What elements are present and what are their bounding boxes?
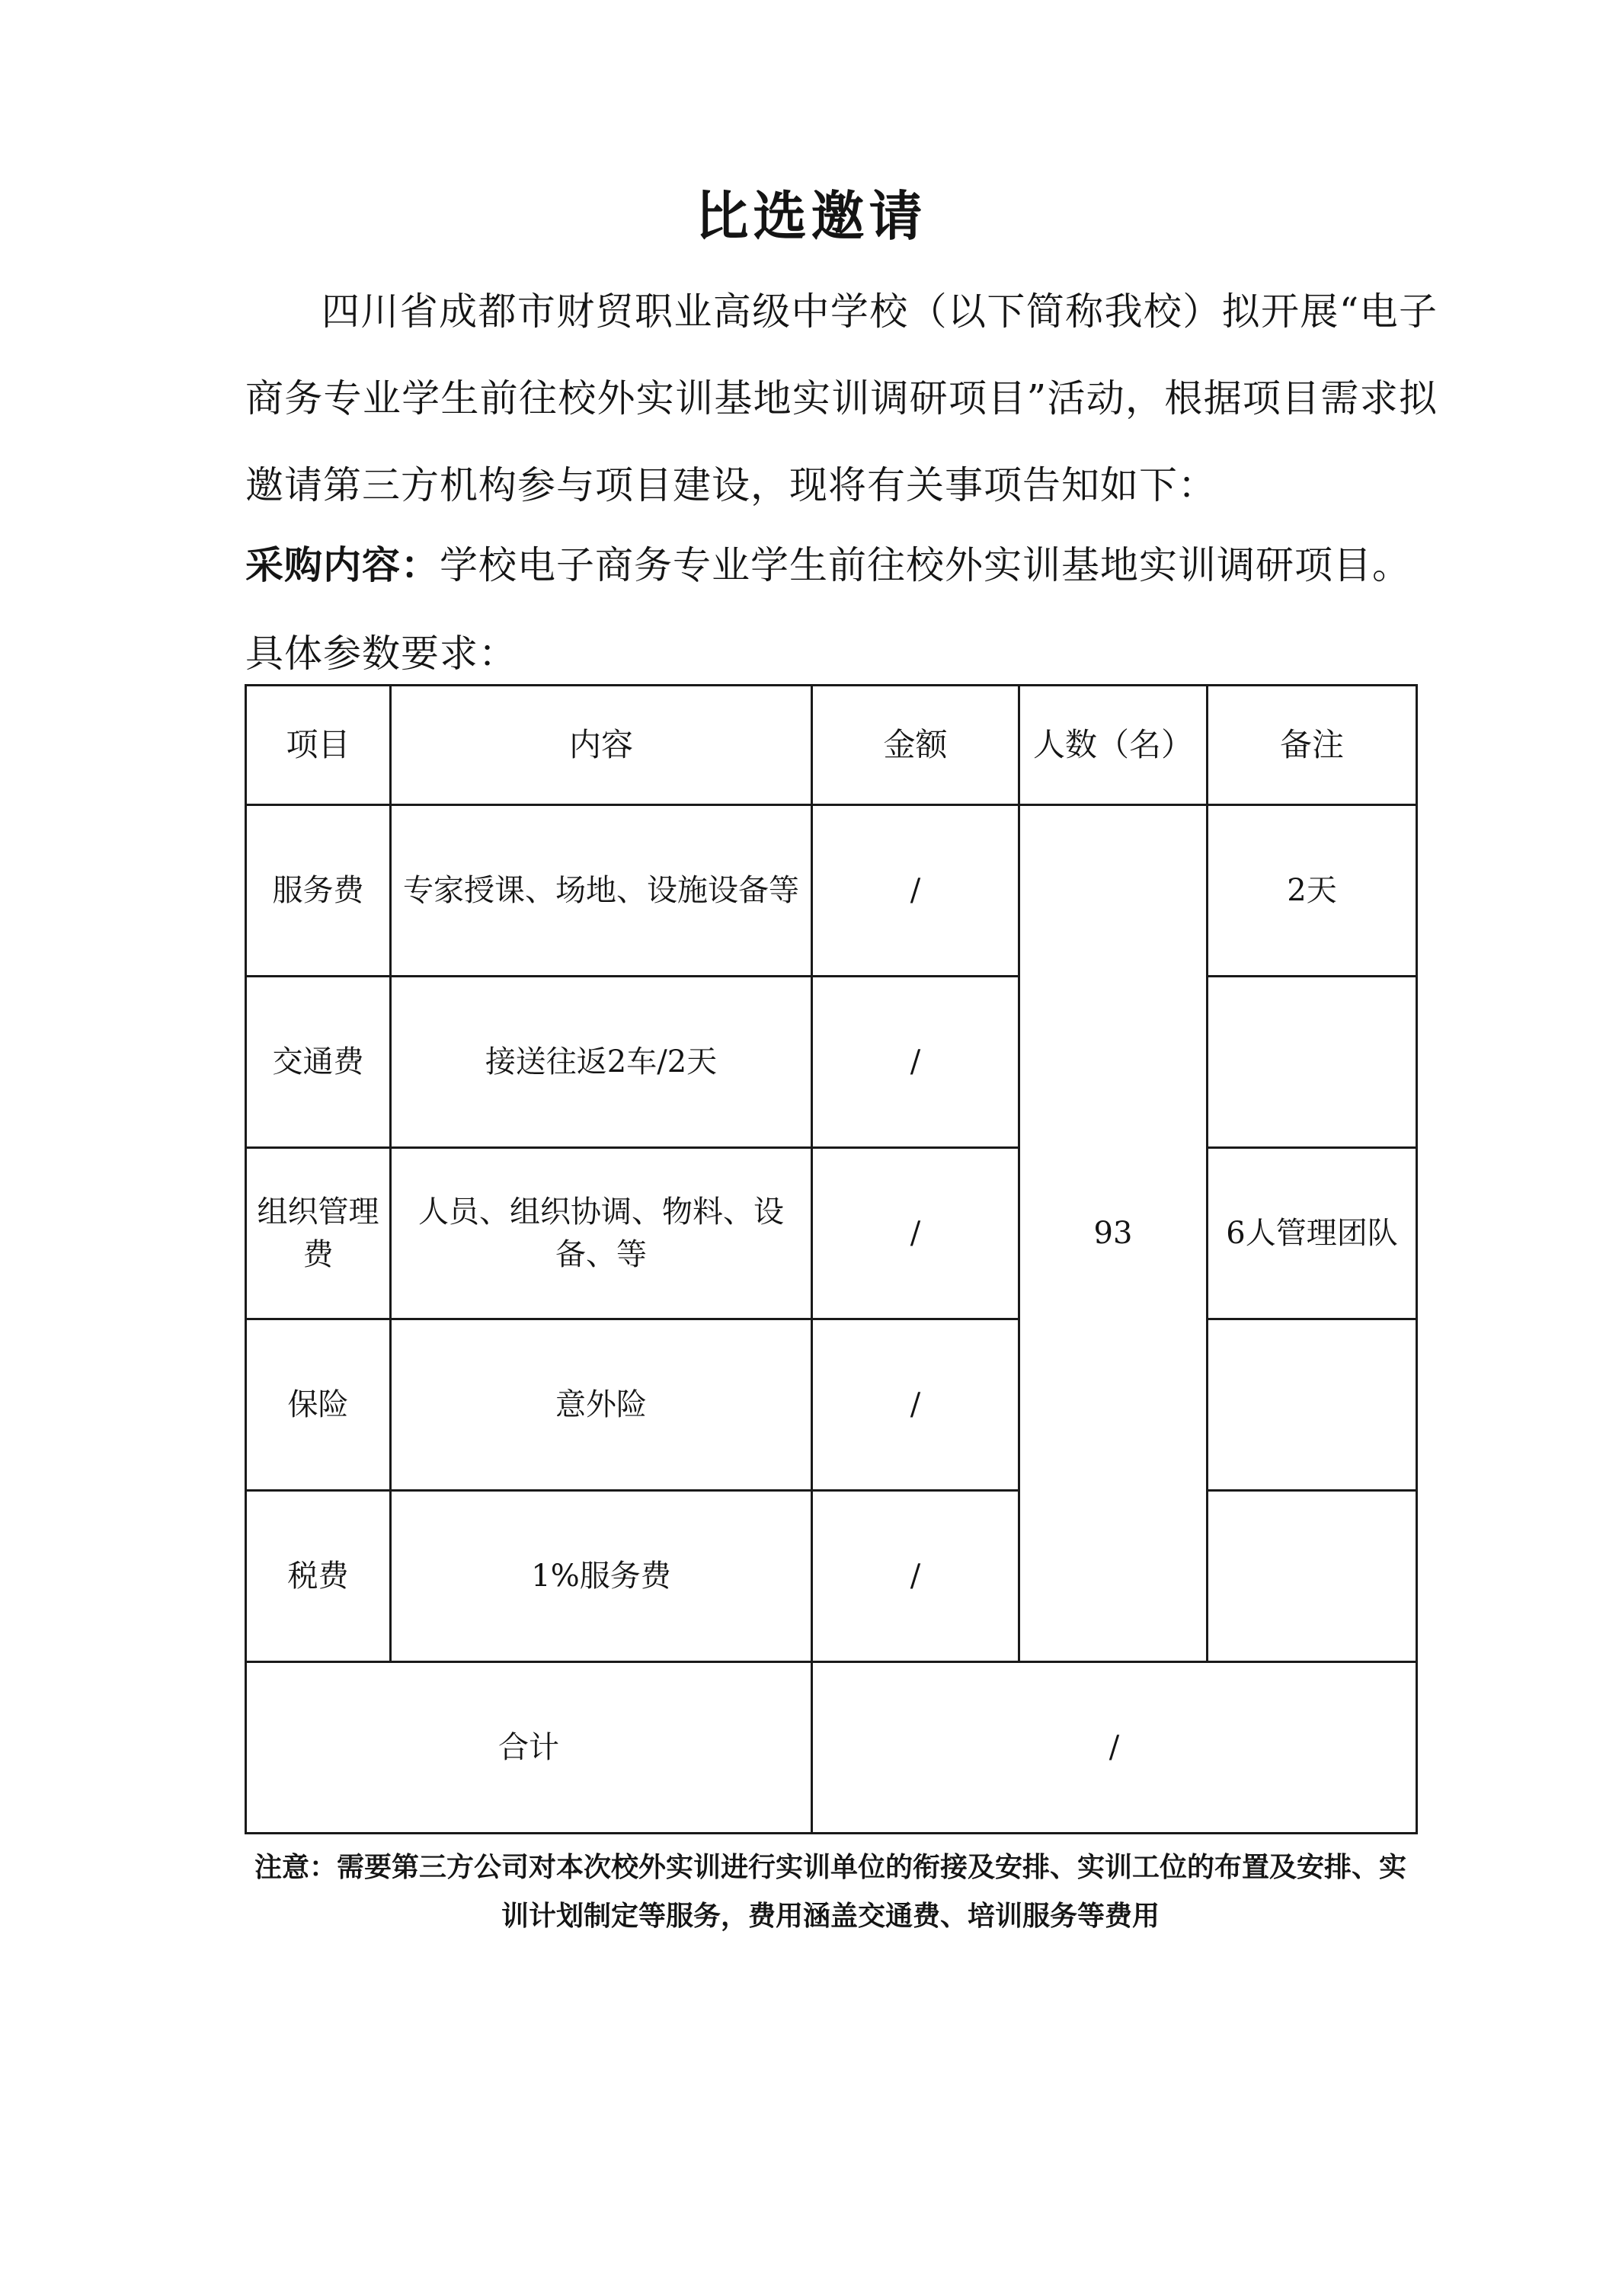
specs-heading: 具体参数要求： (245, 632, 517, 676)
page-title: 比选邀请 (695, 185, 927, 248)
row-item: 保险 (246, 1319, 391, 1491)
table-row (246, 1319, 1417, 1491)
header-note: 备注 (1208, 686, 1417, 805)
header-amount: 金额 (812, 686, 1019, 805)
table-row (246, 1148, 1417, 1319)
spec-table (245, 684, 1418, 1834)
row-amount: / (812, 1319, 1019, 1491)
table-row (246, 805, 1417, 977)
table-row (246, 977, 1417, 1148)
row-item: 交通费 (246, 977, 391, 1148)
procurement-label: 采购内容： (245, 542, 440, 587)
row-note: 6人管理团队 (1208, 1148, 1417, 1319)
intro-paragraph: 四川省成都市财贸职业高级中学校（以下简称我校）拟开展“电子商务专业学生前往校外实训基地实训调研项目”活动，根据项目需求拟邀请第三方机构参与项目建设，现将有关事项告知如下： (245, 289, 1438, 507)
row-amount: / (812, 1148, 1019, 1319)
row-amount: / (812, 1491, 1019, 1662)
row-content: 人员、组织协调、物料、设备、等 (391, 1148, 812, 1319)
table-header-row (246, 686, 1417, 805)
procurement-line (245, 535, 1411, 590)
row-content: 接送往返2车/2天 (391, 977, 812, 1148)
row-note (1208, 977, 1417, 1148)
total-value: / (812, 1662, 1417, 1834)
row-content: 专家授课、场地、设施设备等 (391, 805, 812, 977)
header-content: 内容 (391, 686, 812, 805)
row-amount: / (812, 977, 1019, 1148)
table-row (246, 1491, 1417, 1662)
header-headcount: 人数（名） (1019, 686, 1208, 805)
footnote: 注意：需要第三方公司对本次校外实训进行实训单位的衔接及安排、实训工位的布置及安排、实训计划制定等服务，费用涵盖交通费、培训服务等费用 (254, 1852, 1406, 1932)
row-item: 服务费 (246, 805, 391, 977)
row-item: 组织管理费 (246, 1148, 391, 1319)
row-note: 2天 (1208, 805, 1417, 977)
row-content: 1%服务费 (391, 1491, 812, 1662)
total-row (246, 1662, 1417, 1834)
header-item: 项目 (246, 686, 391, 805)
headcount-cell: 93 (1019, 805, 1208, 1662)
row-note (1208, 1319, 1417, 1491)
total-label: 合计 (246, 1662, 812, 1834)
procurement-text: 学校电子商务专业学生前往校外实训基地实训调研项目。 (440, 543, 1411, 587)
row-content: 意外险 (391, 1319, 812, 1491)
row-item: 税费 (246, 1491, 391, 1662)
row-amount: / (812, 805, 1019, 977)
row-note (1208, 1491, 1417, 1662)
